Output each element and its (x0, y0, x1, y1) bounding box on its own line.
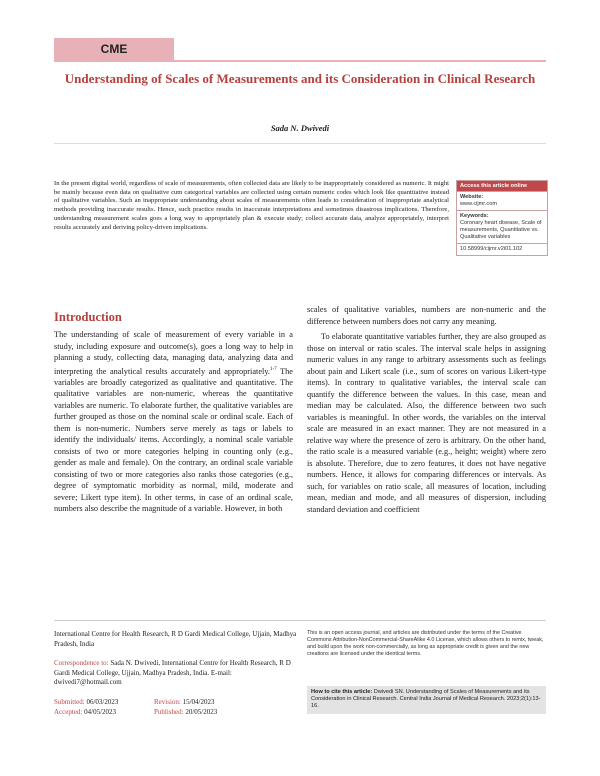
article-title: Understanding of Scales of Measurements and its Consideration in Clinical Research (64, 71, 536, 86)
access-doi (457, 243, 547, 255)
cite-text: Dwivedi SN. Understanding of Scales of Measurements and its Consideration in Clinical Research. Central India Journal of Medical Research. 2023;2(1):13-16. (311, 689, 541, 710)
abstract: In the present digital world, regardless of scale of measurements, often collected data are likely to be inappropriately considered as numeric. It might be mainly because even data on qualitative cum categorical variables are collected using certain numeric codes which look like quantitative instead of qualitative variables. Such an inappropriate understanding about scales of measurements often leads to consideration of inappropriate analytical methods providing inaccurate results. Hence, such practice results in inaccurate interpretations and sometimes disastrous implications. Therefore, understanding measurement scales goes a long way to appropriately plan & execute study; collect accurate data, analyze appropriately, interpret results accurately and deriving policy-driven implications. (54, 180, 449, 231)
access-box-header: Access this article online (457, 181, 547, 191)
column-left (54, 329, 293, 515)
correspondence-text: Sada N. Dwivedi, International Centre for Health Research, R D Gardi Medical College, Ujjain, Madhya Pradesh, India. E-mail: dwivedi7@hotmail.com (54, 659, 291, 686)
footer-divider (54, 620, 546, 621)
website-label: Website: (460, 194, 484, 200)
keywords-label: Keywords: (460, 213, 489, 219)
revision-date: 15/04/2023 (182, 698, 215, 706)
keywords-text: Coronary heart disease, Scale of measurements, Quantitative vs. Qualitative variables (460, 220, 542, 240)
section-tab-label: CME (100, 42, 128, 56)
revision-label: Revision: (154, 698, 181, 706)
cite-label: How to cite this article: (311, 689, 373, 695)
column-right (307, 304, 546, 515)
access-box (456, 180, 548, 256)
author: Sada N. Dwivedi (270, 123, 330, 133)
published-date: 20/05/2023 (185, 708, 218, 716)
paragraph-continued: scales of qualitative variables, numbers are non-numeric and the difference between numbers does not carry any meaning. (307, 305, 546, 326)
submitted-label: Submitted: (54, 698, 85, 706)
doi-link[interactable]: 10.58999/cijmr.v2i01.102 (460, 246, 523, 252)
accepted-label: Accepted: (54, 708, 83, 716)
website-link[interactable]: www.cijmr.com (460, 201, 497, 207)
access-keywords (457, 210, 547, 243)
citation-superscript: 1-7 (270, 366, 277, 372)
author-divider (54, 143, 546, 144)
access-website (457, 191, 547, 210)
paragraph-quantitative: To elaborate quantitative variables further, they are also grouped as those on interval or ratio scales. The interval scale helps in assigning numeric values in any range to arbitrary assessments such as feelings about pain and Likert scale (i.e., sum of scores on various Likert-type items). In contrary to qualitative variables, the interval scale can quantify the difference between the values. In this case, mean and median may be calculated. Also, the difference between two such variables is meaningful. In other words, the variables on the interval scale are measured in an exact manner. They are not measured in a relative way where the presence of zero is arbitrary. On the other hand, the ratio scale is a measured variable (e.g., height; weight) where zero is absolute. Therefore, due to zero features, it does not have negative numbers. Hence, it allows for comparing differences or intervals. As such, for variables on ratio scale, all measures of location, including mean, median and mode, and all measures of dispersion, including standard deviation and coefficient (307, 332, 546, 514)
intro-paragraph-1-cont: The variables are broadly categorized as qualitative and quantitative. The qualitative variables are non-numeric, whereas the quantitative variables are numeric. To elaborate further, the qualitative variables are further grouped as those on the nominal scale or ordinal scale. Each of them is non-numeric. Numbers serve merely as tags or labels to identify the individuals/ items. Accordingly, a nominal scale variable consists of two or more categories helping in counting only (e.g., gender as male and female). On the contrary, an ordinal scale variable consisting of two or more categories also ranks those categories (e.g., degree of symptomatic morbidity as normal, mild, moderate and severe; Likert type item). In other terms, in case of an ordinal scale, numbers also describe the magnitude of a variable. However, in both (54, 366, 293, 514)
article-dates (54, 697, 299, 717)
accepted-date: 04/05/2023 (84, 708, 117, 716)
intro-paragraph-1: The understanding of scale of measurement of every variable in a study, including exposure and outcome(s), goes a long way to help in planning a study, collecting data, managing data, analyzing data and interpreting the analytical results accurately and appropriately. (54, 330, 293, 376)
published-label: Published: (154, 708, 184, 716)
license-notice: This is an open access journal, and articles are distributed under the terms of the Creative Commons Attribution-NonCommercial-ShareAlike 4.0 License, which allows others to remix, tweak, and build upon the work non-commercially, as long as appropriate credit is given and the new creations are licensed under the identical terms. (307, 630, 544, 657)
intro-heading: Introduction (54, 310, 122, 324)
header-rule (54, 60, 546, 62)
correspondence (54, 659, 299, 688)
affiliation: International Centre for Health Research, R D Gardi Medical College, Ujjain, Madhya Pradesh, India (54, 630, 297, 648)
correspondence-label: Correspondence to: (54, 659, 109, 667)
submitted-date: 06/03/2023 (86, 698, 119, 706)
citation-box (307, 686, 546, 714)
section-tab (54, 38, 174, 60)
